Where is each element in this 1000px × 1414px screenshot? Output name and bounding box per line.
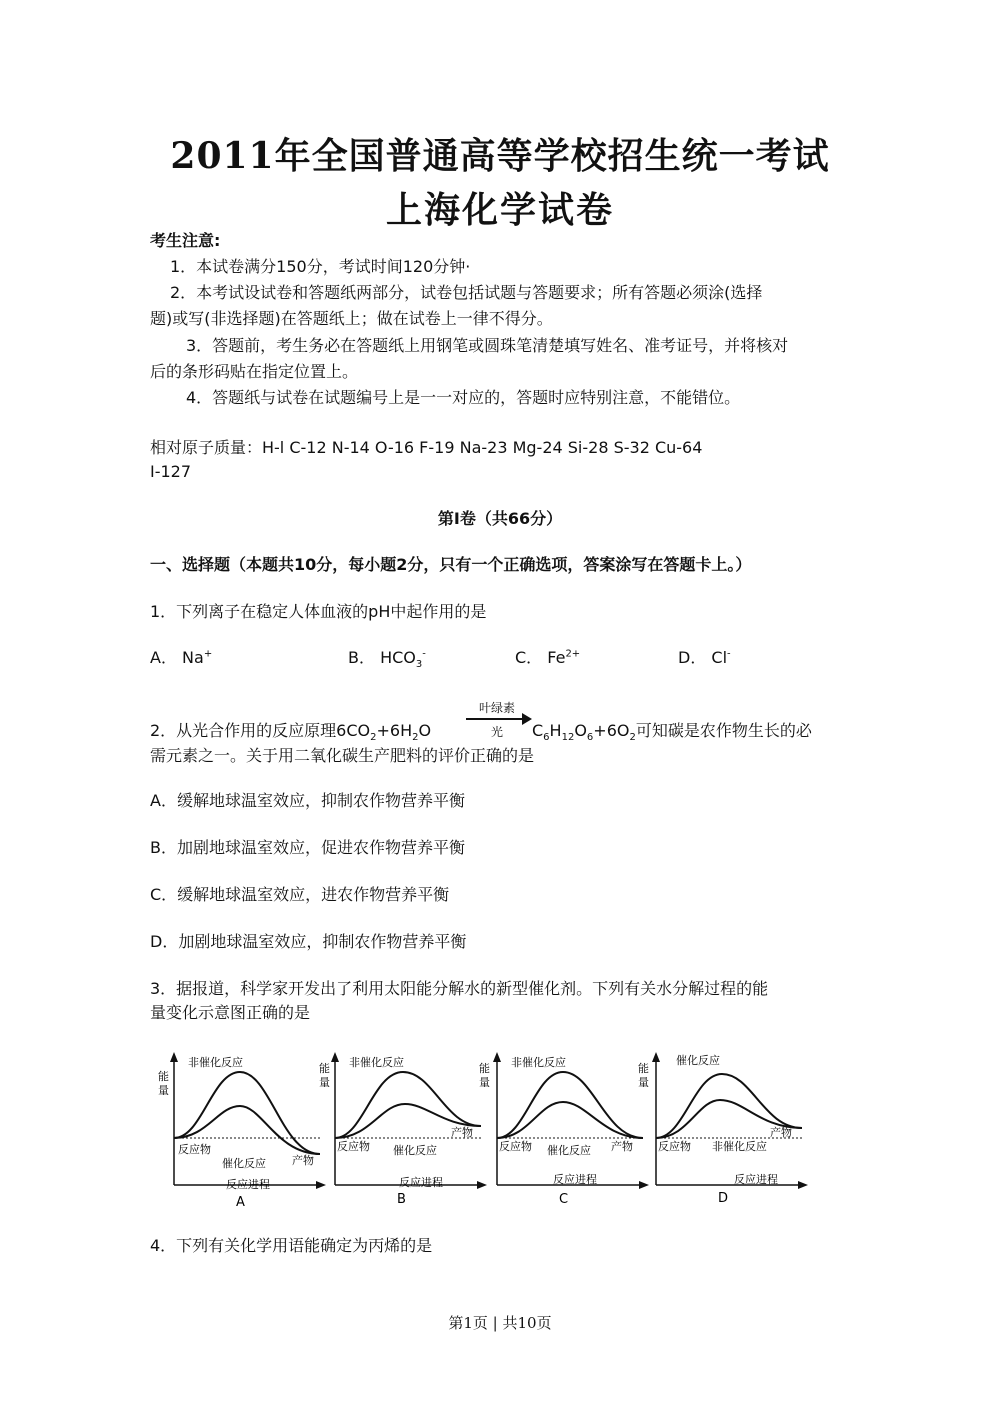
atomic-mass-line1: 相对原子质量：H-l C-12 N-14 O-16 F-19 Na-23 Mg-24 Si-28 S-32 Cu-64	[150, 438, 703, 457]
reactant-label: 反应物	[658, 1140, 691, 1153]
question-2-stem-line2: 需元素之一。关于用二氧化碳生产肥料的评价正确的是	[150, 746, 535, 765]
y-label-2: 量	[319, 1076, 330, 1089]
y-label-2: 量	[479, 1076, 490, 1089]
volume-title: 第Ⅰ卷（共66分）	[437, 509, 563, 528]
energy-diagram-d	[636, 1050, 811, 1214]
q1-option-d-text: D． Cl	[678, 648, 728, 667]
uncat-label: 非催化反应	[511, 1056, 566, 1069]
q1-option-d-charge: -	[727, 648, 731, 660]
q2-text-8: 可知碳是农作物生长的必	[635, 721, 812, 740]
product-label: 产物	[292, 1154, 314, 1167]
y-label-1: 能	[158, 1070, 169, 1083]
q2-text-1: 2．从光合作用的反应原理6CO	[150, 721, 371, 740]
reactant-label: 反应物	[178, 1143, 211, 1156]
q2-sub-6: 2	[629, 732, 636, 744]
question-2-stem-right	[532, 719, 812, 743]
q1-option-a	[150, 646, 212, 670]
graph-letter: B	[397, 1192, 406, 1207]
reactant-label: 反应物	[337, 1140, 370, 1153]
atomic-mass-line2: I-127	[150, 462, 192, 481]
q2-option-a: A．缓解地球温室效应，抑制农作物营养平衡	[150, 791, 465, 810]
y-label-1: 能	[638, 1062, 649, 1075]
y-label-2: 量	[158, 1084, 169, 1097]
energy-diagram-c	[477, 1050, 652, 1214]
exam-title: 2011年全国普通高等学校招生统一考试	[170, 135, 830, 177]
q1-option-b-text: B． HCO	[348, 648, 416, 667]
q1-option-c-charge: 2+	[565, 648, 581, 660]
energy-diagram-a	[152, 1050, 327, 1214]
y-label-1: 能	[479, 1062, 490, 1075]
q2-sub-5: 6	[586, 732, 594, 744]
product-label: 产物	[611, 1140, 633, 1153]
part1-title: 一、选择题（本题共10分，每小题2分，只有一个正确选项，答案涂写在答题卡上。）	[150, 555, 752, 574]
q1-option-a-text: A． Na	[150, 648, 204, 667]
q2-text-3: O	[418, 721, 432, 740]
reaction-arrow	[462, 699, 532, 743]
x-axis-label: 反应进程	[399, 1176, 443, 1189]
x-axis-label: 反应进程	[734, 1173, 778, 1186]
cat-label: 催化反应	[547, 1144, 591, 1157]
y-label-1: 能	[319, 1062, 330, 1075]
notice-heading: 考生注意:	[150, 231, 221, 250]
q1-option-c	[515, 646, 580, 670]
question-1-stem: 1．下列离子在稳定人体血液的pH中起作用的是	[150, 602, 487, 621]
uncat-label: 非催化反应	[188, 1056, 243, 1069]
question-4-stem: 4．下列有关化学用语能确定为丙烯的是	[150, 1236, 433, 1255]
graph-letter: A	[236, 1195, 245, 1210]
q1-option-b	[348, 646, 426, 670]
exam-subtitle: 上海化学试卷	[385, 189, 614, 231]
notice-item-2-line2: 题)或写(非选择题)在答题纸上；做在试卷上一律不得分。	[150, 309, 553, 328]
q2-text-5: H	[549, 721, 562, 740]
q2-text-6: O	[574, 721, 587, 740]
q2-sub-1: 2	[370, 732, 377, 744]
q1-option-a-charge: +	[203, 648, 213, 660]
product-label: 产物	[451, 1126, 473, 1139]
q2-option-b: B．加剧地球温室效应，促进农作物营养平衡	[150, 838, 465, 857]
cat-label: 催化反应	[393, 1144, 437, 1157]
uncat-label: 非催化反应	[349, 1056, 404, 1069]
energy-diagram-b	[315, 1050, 490, 1214]
q2-option-c: C．缓解地球温室效应，进农作物营养平衡	[150, 885, 450, 904]
x-axis-label: 反应进程	[226, 1178, 270, 1191]
graph-letter: D	[718, 1191, 729, 1206]
reactant-label: 反应物	[499, 1140, 532, 1153]
q2-option-d: D．加剧地球温室效应，抑制农作物营养平衡	[150, 932, 467, 951]
cat-label: 非催化反应	[712, 1140, 767, 1153]
question-3-stem-line2: 量变化示意图正确的是	[150, 1003, 311, 1022]
y-label-2: 量	[638, 1076, 649, 1089]
page-footer: 第1页 | 共10页	[448, 1314, 552, 1332]
q1-option-c-text: C． Fe	[515, 648, 566, 667]
q2-text-4: C	[532, 721, 544, 740]
arrow-bottom-label: 光	[490, 725, 503, 739]
q2-sub-4: 12	[561, 732, 575, 744]
uncat-label: 催化反应	[676, 1054, 720, 1067]
question-3-stem-line1: 3．据报道，科学家开发出了利用太阳能分解水的新型催化剂。下列有关水分解过程的能	[150, 979, 769, 998]
question-2-stem-left	[150, 719, 431, 743]
x-axis-label: 反应进程	[553, 1173, 597, 1186]
graph-letter: C	[559, 1192, 569, 1207]
q1-option-b-subscript: 3	[415, 659, 423, 671]
q2-text-2: +6H	[376, 721, 413, 740]
q2-sub-2: 2	[412, 732, 419, 744]
notice-item-3-line1: 3．答题前，考生务必在答题纸上用钢笔或圆珠笔清楚填写姓名、准考证号，并将核对	[186, 336, 789, 355]
arrow-top-label: 叶绿素	[478, 701, 515, 715]
q1-option-d	[678, 646, 731, 670]
notice-item-4: 4．答题纸与试卷在试题编号上是一一对应的，答题时应特别注意，不能错位。	[186, 388, 741, 407]
q2-text-7: +6O	[593, 721, 630, 740]
cat-label: 催化反应	[222, 1157, 266, 1170]
q1-option-b-charge: -	[422, 648, 426, 660]
notice-item-1: 1．本试卷满分150分，考试时间120分钟·	[170, 257, 471, 276]
q2-sub-3: 6	[543, 732, 550, 744]
notice-item-2-line1: 2．本考试设试卷和答题纸两部分，试卷包括试题与答题要求；所有答题必须涂(选择	[170, 283, 763, 302]
notice-item-3-line2: 后的条形码贴在指定位置上。	[150, 362, 359, 381]
product-label: 产物	[770, 1126, 792, 1139]
arrow-shaft	[466, 718, 524, 720]
